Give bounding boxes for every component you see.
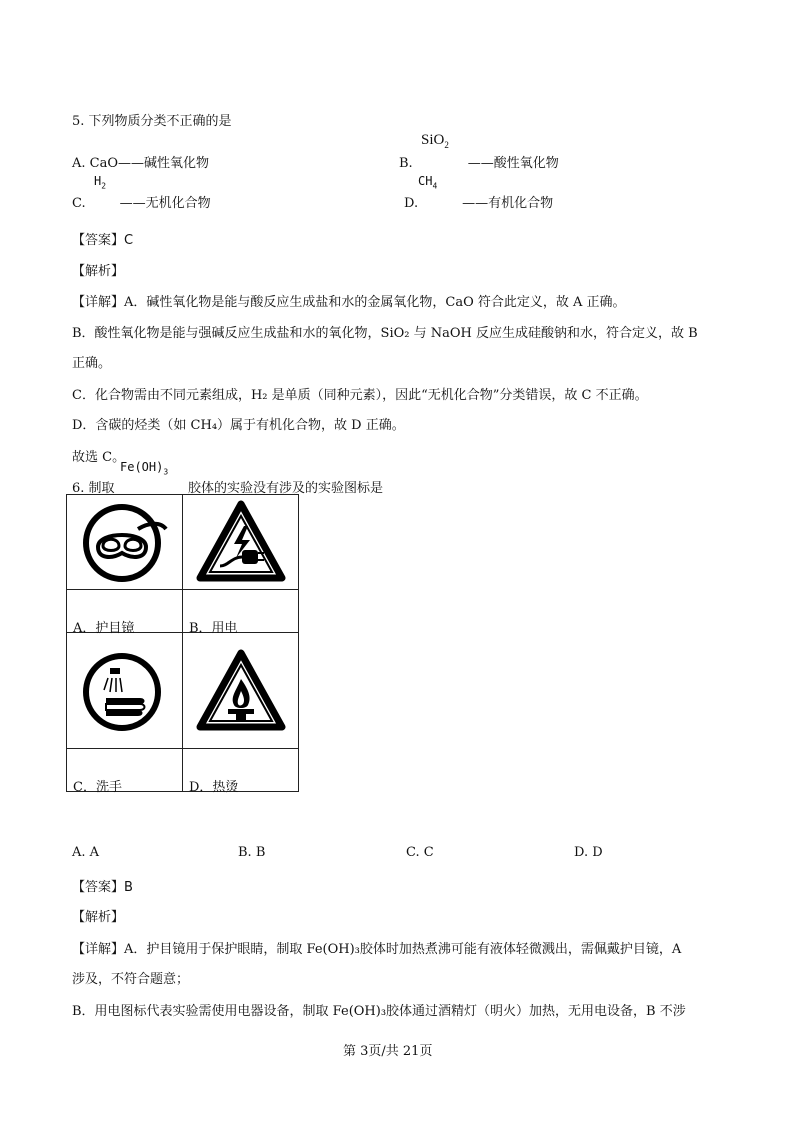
q6-stem-number: 6. 制取 bbox=[72, 481, 115, 496]
q6-analysis-heading: 【解析】 bbox=[72, 910, 125, 925]
q5-analysis-heading: 【解析】 bbox=[72, 264, 125, 279]
q6-icon-cell-a bbox=[67, 495, 183, 590]
q6-label-d: D．热烫 bbox=[189, 780, 239, 795]
q5-optD-formula: $CH_4$ bbox=[418, 174, 438, 191]
q5-option-d: D. ——有机化合物 bbox=[404, 196, 554, 211]
q6-choice-b: B. B bbox=[238, 845, 266, 860]
q5-optB-formula: SiO$_2$ bbox=[421, 132, 449, 150]
q5-detail-a: 【详解】A．碱性氧化物是能与酸反应生成盐和水的金属氧化物，CaO 符合此定义，故 A 正确。 bbox=[72, 295, 626, 310]
q6-label-c: C．洗手 bbox=[73, 780, 122, 795]
q6-detail-a: 【详解】A．护目镜用于保护眼睛，制取 Fe(OH)₃胶体时加热煮沸可能有液体轻微溅出，需佩戴护目镜，A bbox=[72, 942, 682, 957]
page-footer: 第 3页/共 21页 bbox=[343, 1044, 433, 1059]
q6-choice-c: C. C bbox=[406, 845, 434, 860]
q6-formula: $Fe(OH)_3$ bbox=[120, 460, 169, 477]
q6-icon-cell-b bbox=[183, 495, 299, 590]
q5-option-c: C. ——无机化合物 bbox=[72, 196, 211, 211]
q6-choice-a: A. A bbox=[72, 845, 100, 860]
electricity-icon bbox=[196, 500, 286, 584]
q6-detail-a-cont: 涉及，不符合题意； bbox=[72, 972, 190, 987]
q6-icon-table bbox=[66, 494, 299, 795]
q6-label-cell-b bbox=[183, 590, 299, 636]
q5-detail-b: B．酸性氧化物是能与强碱反应生成盐和水的氧化物，SiO₂ 与 NaOH 反应生成硅酸钠和水，符合定义，故 B bbox=[72, 326, 698, 341]
q6-choice-d: D. D bbox=[574, 845, 603, 860]
q5-detail-b-cont: 正确。 bbox=[72, 356, 112, 371]
q5-stem: 5. 下列物质分类不正确的是 bbox=[72, 114, 232, 129]
goggles-icon bbox=[82, 499, 168, 585]
q6-detail-b: B．用电图标代表实验需使用电器设备，制取 Fe(OH)₃胶体通过酒精灯（明火）加热，无用电设备，B 不涉 bbox=[72, 1004, 686, 1019]
q6-label-cell-d bbox=[183, 749, 299, 795]
q6-icon-cell-c bbox=[67, 633, 183, 749]
q6-answer: 【答案】B bbox=[72, 880, 133, 895]
q6-label-b: B．用电 bbox=[189, 621, 238, 636]
wash-hands-icon bbox=[82, 648, 168, 734]
q5-option-a: A. CaO——碱性氧化物 bbox=[72, 156, 210, 171]
q5-option-b: B. ——酸性氧化物 bbox=[399, 156, 559, 171]
q6-label-cell-c bbox=[67, 749, 183, 795]
hot-flame-icon bbox=[196, 649, 286, 733]
q5-optC-formula: $H_2$ bbox=[94, 174, 107, 191]
q6-label-a: A．护目镜 bbox=[73, 621, 135, 636]
q5-choose: 故选 C。 bbox=[72, 450, 126, 465]
q5-detail-c: C．化合物需由不同元素组成，H₂ 是单质（同种元素），因此“无机化合物”分类错误，故 C 不正确。 bbox=[72, 388, 648, 403]
q6-label-cell-a bbox=[67, 590, 183, 636]
q5-detail-d: D．含碳的烃类（如 CH₄）属于有机化合物，故 D 正确。 bbox=[72, 418, 405, 433]
q6-icon-cell-d bbox=[183, 633, 299, 749]
q6-stem: 胶体的实验没有涉及的实验图标是 bbox=[188, 481, 384, 496]
q5-answer: 【答案】C bbox=[72, 233, 134, 248]
